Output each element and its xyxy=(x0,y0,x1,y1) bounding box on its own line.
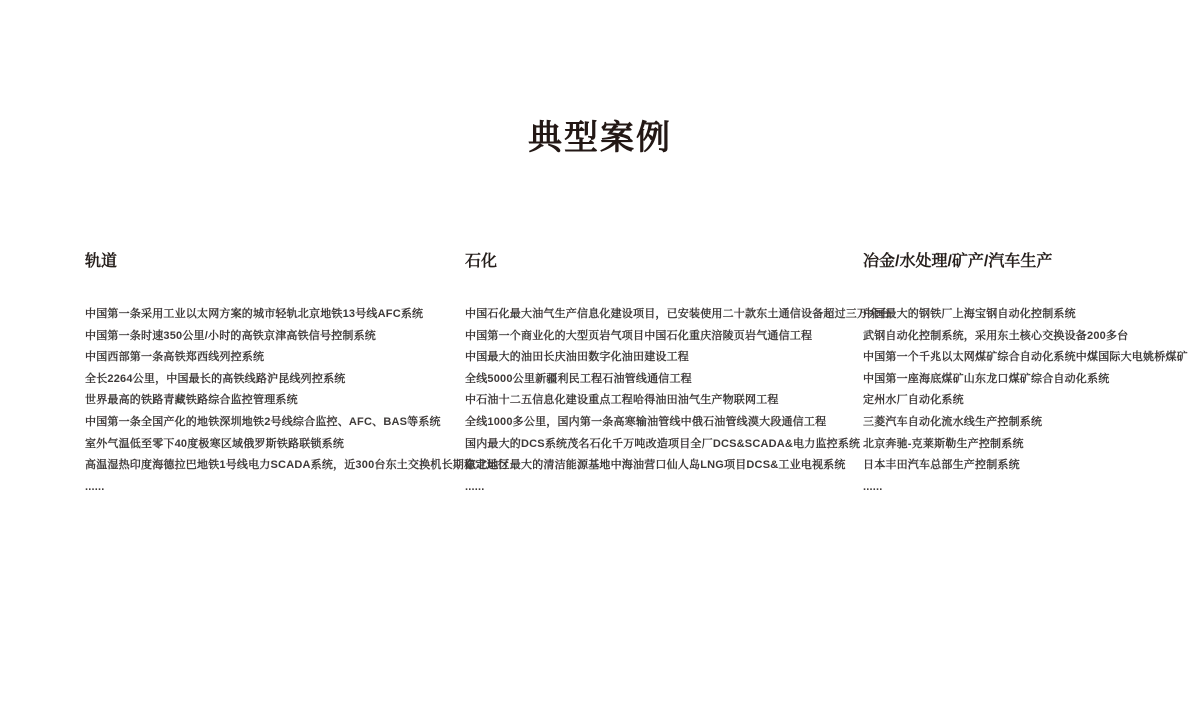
case-list-item: 中国石化最大油气生产信息化建设项目，已安装使用二十款东土通信设备超过三万余台 xyxy=(465,308,891,320)
case-list-item: 三菱汽车自动化流水线生产控制系统 xyxy=(863,415,1043,428)
case-list-item: 日本丰田汽车总部生产控制系统 xyxy=(863,459,1020,472)
case-list-item: 中国第一个商业化的大型页岩气项目中国石化重庆涪陵页岩气通信工程 xyxy=(465,329,813,342)
case-list-item: 中国西部第一条高铁郑西线列控系统 xyxy=(85,351,265,364)
case-list-item: 全长2264公里，中国最长的高铁线路沪昆线列控系统 xyxy=(85,372,346,385)
case-list-item: 中国第一条时速350公里/小时的高铁京津高铁信号控制系统 xyxy=(85,329,377,342)
case-list-item: ...... xyxy=(85,480,105,493)
case-list-item: 定州水厂自动化系统 xyxy=(863,394,964,407)
column-header-metallurgy-water-mining-auto: 冶金/水处理/矿产/汽车生产 xyxy=(863,253,1053,270)
case-list-item: 北京奔驰-克莱斯勒生产控制系统 xyxy=(863,437,1024,450)
case-list-item: 高温湿热印度海德拉巴地铁1号线电力SCADA系统，近300台东土交换机长期稳定运行 xyxy=(85,459,509,472)
case-list-item: 中石油十二五信息化建设重点工程哈得油田油气生产物联网工程 xyxy=(465,394,779,407)
column-header-rail: 轨道 xyxy=(85,253,118,270)
column-petrochemical xyxy=(465,252,891,498)
case-list-item: ...... xyxy=(465,480,485,493)
case-list-item: 中国最大的油田长庆油田数字化油田建设工程 xyxy=(465,351,689,364)
case-list-item: ...... xyxy=(863,480,883,493)
case-list-petrochemical xyxy=(465,304,891,498)
case-list-metallurgy-water-mining-auto xyxy=(863,304,1193,498)
case-list-item: 全线1000多公里，国内第一条高寒输油管线中俄石油管线漠大段通信工程 xyxy=(465,415,827,428)
case-list-item: 世界最高的铁路青藏铁路综合监控管理系统 xyxy=(85,394,298,407)
case-list-item: 中国第一个千兆以太网煤矿综合自动化系统中煤国际大电姚桥煤矿 xyxy=(863,351,1188,364)
case-list-rail xyxy=(85,304,509,498)
case-list-item: 东北地区最大的清洁能源基地中海油营口仙人岛LNG项目DCS&工业电视系统 xyxy=(465,459,846,472)
column-header-petrochemical: 石化 xyxy=(465,253,498,270)
case-list-item: 中国第一条采用工业以太网方案的城市轻轨北京地铁13号线AFC系统 xyxy=(85,308,424,320)
case-list-item: 中国最大的钢铁厂上海宝钢自动化控制系统 xyxy=(863,308,1076,320)
column-metallurgy-water-mining-auto xyxy=(863,252,1193,498)
page-title: 典型案例 xyxy=(528,119,672,157)
case-list-item: 国内最大的DCS系统茂名石化千万吨改造项目全厂DCS&SCADA&电力监控系统 xyxy=(465,437,861,450)
case-list-item: 室外气温低至零下40度极寒区域俄罗斯铁路联锁系统 xyxy=(85,437,345,450)
case-list-item: 中国第一座海底煤矿山东龙口煤矿综合自动化系统 xyxy=(863,372,1110,385)
case-list-item: 武钢自动化控制系统，采用东土核心交换设备200多台 xyxy=(863,329,1129,342)
case-columns xyxy=(0,252,1200,512)
case-list-item: 全线5000公里新疆利民工程石油管线通信工程 xyxy=(465,372,692,385)
case-list-item: 中国第一条全国产化的地铁深圳地铁2号线综合监控、AFC、BAS等系统 xyxy=(85,415,441,428)
